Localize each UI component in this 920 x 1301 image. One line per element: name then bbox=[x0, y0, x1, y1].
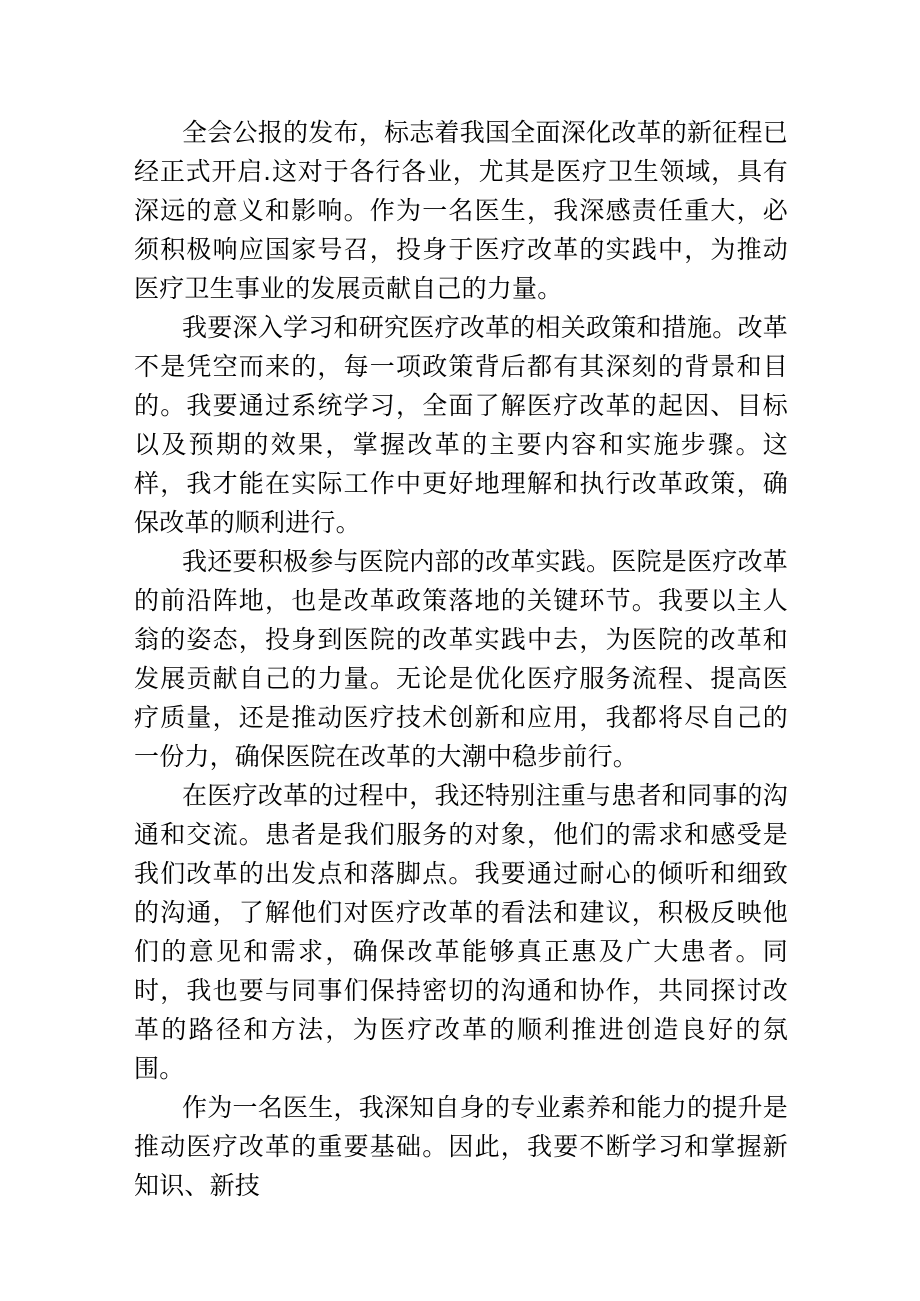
paragraph-3: 我还要积极参与医院内部的改革实践。医院是医疗改革的前沿阵地，也是改革政策落地的关键环节。我要以主人翁的姿态，投身到医院的改革实践中去，为医院的改革和发展贡献自己的力量。无论是优化医疗服务流程、提高医疗质量，还是推动医疗技术创新和应用，我都将尽自己的一份力，确保医院在改革的大潮中稳步前行。 bbox=[134, 547, 788, 771]
paragraph-5: 作为一名医生，我深知自身的专业素养和能力的提升是推动医疗改革的重要基础。因此，我要不断学习和掌握新知识、新技 bbox=[134, 1093, 788, 1200]
paragraph-1: 全会公报的发布，标志着我国全面深化改革的新征程已经正式开启.这对于各行各业，尤其是医疗卫生领域，具有深远的意义和影响。作为一名医生，我深感责任重大，必须积极响应国家号召，投身于医疗改革的实践中，为推动医疗卫生事业的发展贡献自己的力量。 bbox=[134, 118, 788, 303]
paragraph-2: 我要深入学习和研究医疗改革的相关政策和措施。改革不是凭空而来的，每一项政策背后都有其深刻的背景和目的。我要通过系统学习，全面了解医疗改革的起因、目标以及预期的效果，掌握改革的主要内容和实施步骤。这样，我才能在实际工作中更好地理解和执行改革政策，确保改革的顺利进行。 bbox=[134, 313, 788, 537]
paragraph-4: 在医疗改革的过程中，我还特别注重与患者和同事的沟通和交流。患者是我们服务的对象，他们的需求和感受是我们改革的出发点和落脚点。我要通过耐心的倾听和细致的沟通，了解他们对医疗改革的看法和建议，积极反映他们的意见和需求，确保改革能够真正惠及广大患者。同时，我也要与同事们保持密切的沟通和协作，共同探讨改革的路径和方法，为医疗改革的顺利推进创造良好的氛围。 bbox=[134, 781, 788, 1083]
document-body bbox=[134, 113, 788, 1205]
